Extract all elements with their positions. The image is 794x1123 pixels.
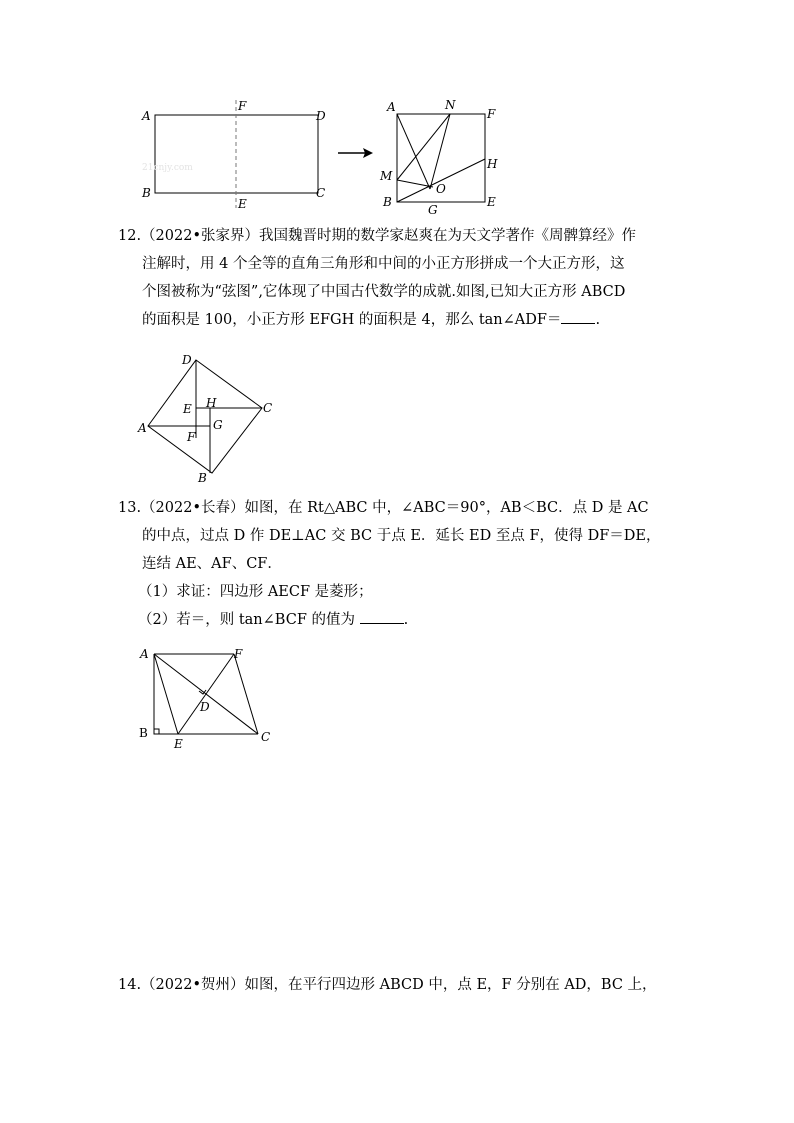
q13-part-2-text: （2）若＝，则 tan∠BCF 的值为 <box>138 612 360 628</box>
label-C: C <box>316 186 326 200</box>
label-A: A <box>140 647 149 661</box>
label-C: C <box>261 730 271 744</box>
label-F: F <box>187 430 196 444</box>
label-A: A <box>142 109 151 123</box>
label-H: H <box>487 157 498 171</box>
question-14 <box>118 971 657 999</box>
label-F: F <box>487 107 496 121</box>
label-O: O <box>436 182 446 196</box>
label-N: N <box>445 98 456 112</box>
q12-line-1: 12.（2022•张家界）我国魏晋时期的数学家赵爽在为天文学著作《周髀算经》作 <box>118 228 637 244</box>
q13-figure <box>130 644 280 752</box>
q11-left-rectangle <box>141 99 326 211</box>
label-E: E <box>487 195 496 209</box>
label-B: B <box>198 471 207 485</box>
question-13 <box>118 494 661 634</box>
label-C: C <box>263 401 273 415</box>
label-B: B <box>383 195 392 209</box>
q12-line-3: 个图被称为“弦图”,它体现了中国古代数学的成就.如图,已知大正方形 ABCD <box>142 284 626 300</box>
label-A: A <box>138 421 147 435</box>
q13-line-1: 13.（2022•长春）如图，在 Rt△ABC 中，∠ABC＝90°，AB＜BC．点 D 是 AC <box>118 500 649 516</box>
label-E: E <box>174 737 183 751</box>
watermark-text: 21cnjy.com <box>142 163 193 173</box>
q12-line-4 <box>118 306 636 334</box>
q11-figure <box>130 92 510 214</box>
q13-line-3: 连结 AE、AF、CF． <box>142 556 282 572</box>
label-G: G <box>428 203 438 214</box>
question-12 <box>118 222 636 334</box>
label-D: D <box>182 353 192 367</box>
label-A: A <box>387 100 396 114</box>
label-H: H <box>206 396 217 410</box>
label-D: D <box>316 109 326 123</box>
q11-right-square <box>379 98 498 214</box>
label-G: G <box>213 418 223 432</box>
label-D: D <box>200 700 210 714</box>
q14-line-1: 14.（2022•贺州）如图，在平行四边形 ABCD 中，点 E，F 分别在 AD，BC 上， <box>118 977 657 993</box>
q12-line-4-end: . <box>595 312 601 328</box>
q12-line-2: 注解时，用 4 个全等的直角三角形和中间的小正方形拼成一个大正方形，这 <box>142 256 625 272</box>
q13-part-1: （1）求证：四边形 AECF 是菱形； <box>138 584 373 600</box>
label-E: E <box>238 197 247 211</box>
q13-line-2: 的中点，过点 D 作 DE⊥AC 交 BC 于点 E．延长 ED 至点 F，使得 DF＝DE， <box>142 528 661 544</box>
label-B: B <box>142 186 151 200</box>
q12-figure <box>130 350 280 485</box>
label-F: F <box>238 99 247 113</box>
q13-part-2 <box>118 606 661 634</box>
label-B: B <box>139 726 148 740</box>
label-F: F <box>234 647 243 661</box>
answer-blank <box>561 309 595 324</box>
arrow-icon <box>338 148 373 158</box>
q12-line-4-text: 的面积是 100，小正方形 EFGH 的面积是 4，那么 tan∠ADF＝ <box>142 312 562 328</box>
label-M: M <box>380 169 393 183</box>
label-E: E <box>183 402 192 416</box>
q13-part-2-end: . <box>403 612 409 628</box>
answer-blank <box>360 609 404 624</box>
